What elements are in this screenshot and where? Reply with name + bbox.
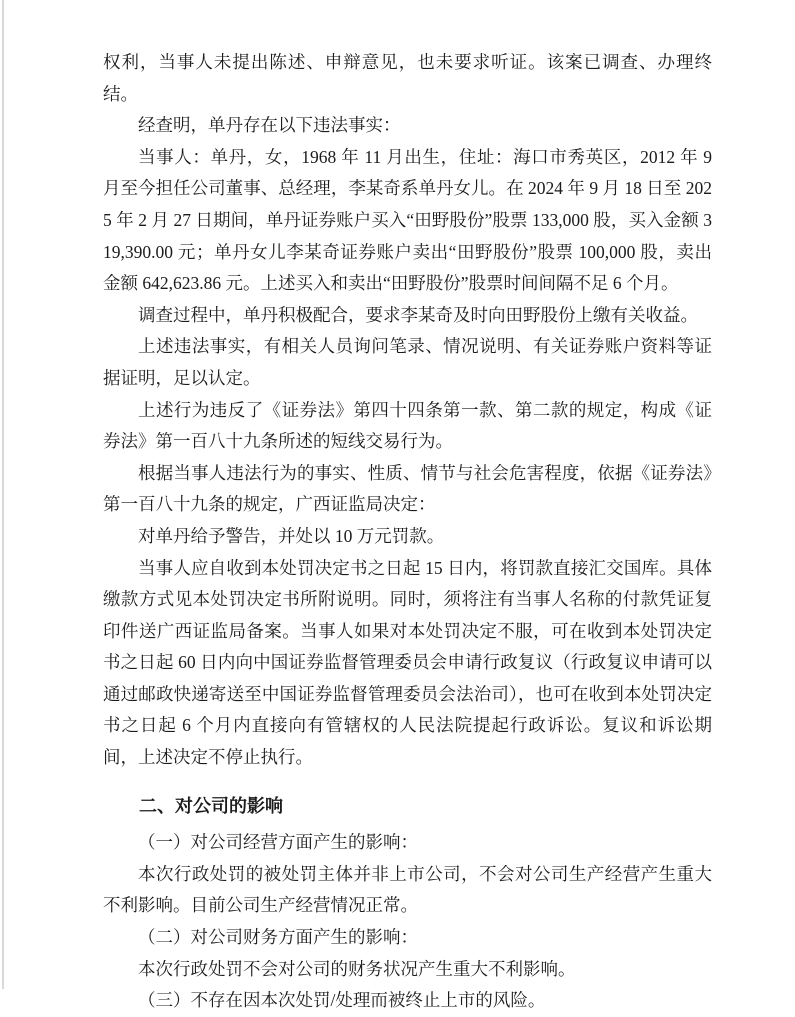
paragraph-facts-intro: 经查明，单丹存在以下违法事实： (138, 115, 401, 136)
paragraph-impact-finance-title: （二）对公司财务方面产生的影响： (138, 927, 418, 948)
paragraph-impact-operations-body: 本次行政处罚的被处罚主体并非上市公司，不会对公司生产经营产生重大不利影响。目前公司生产经营情况正常。 (103, 863, 712, 916)
page-edge-line (2, 0, 4, 989)
paragraph-impact-operations-title: （一）对公司经营方面产生的影响： (138, 832, 418, 853)
section-heading-company-impact: 二、对公司的影响 (139, 795, 283, 816)
paragraph-impact-delisting-risk: （三）不存在因本次处罚/处理而被终止上市的风险。 (138, 990, 546, 1011)
paragraph-payment-appeal: 当事人应自收到本处罚决定书之日起 15 日内，将罚款直接汇交国库。具体缴款方式见本处罚决定书所附说明。同时，须将注有当事人名称的付款凭证复印件送广西证监局备案。当事人如果对本处罚决定不服，可在收到本处罚决定书之日起 60 日内向中国证券监督管理委员会申请行政复议（行政复议申请可以通过邮政快递寄送至中国证券监督管理委员会法治司），也可在收到本处罚决定书之日起 6 个月内直接向有管辖权的人民法院提起行政诉讼。复议和诉讼期间，上述决定不停止执行。 (103, 557, 712, 768)
document-body (103, 47, 712, 1017)
paragraph-continuation: 权利，当事人未提出陈述、申辩意见，也未要求听证。该案已调查、办理终结。 (103, 52, 712, 104)
paragraph-cooperation: 调查过程中，单丹积极配合，要求李某奇及时向田野股份上缴有关收益。 (138, 304, 698, 325)
paragraph-violation: 上述行为违反了《证券法》第四十四条第一款、第二款的规定，构成《证券法》第一百八十九条所述的短线交易行为。 (103, 399, 712, 452)
paragraph-evidence: 上述违法事实，有相关人员询问笔录、情况说明、有关证券账户资料等证据证明，足以认定。 (103, 336, 712, 388)
paragraph-decision-basis: 根据当事人违法行为的事实、性质、情节与社会危害程度，依据《证券法》第一百八十九条的规定，广西证监局决定： (103, 462, 712, 515)
paragraph-penalty: 对单丹给予警告，并处以 10 万元罚款。 (138, 525, 445, 546)
paragraph-party-details: 当事人：单丹，女，1968 年 11 月出生，住址：海口市秀英区，2012 年 9 月至今担任公司董事、总经理，李某奇系单丹女儿。在 2024 年 9 月 18 日至 2025 年 2 月 27 日期间，单丹证券账户买入“田野股份”股票 133,000 股，买入金额 319,390.00 元；单丹女儿李某奇证券账户卖出“田野股份”股票 100,000 股，卖出金额 642,623.86 元。上述买入和卖出“田野股份”股票时间间隔不足 6 个月。 (103, 146, 712, 294)
paragraph-impact-finance-body: 本次行政处罚不会对公司的财务状况产生重大不利影响。 (138, 958, 576, 979)
